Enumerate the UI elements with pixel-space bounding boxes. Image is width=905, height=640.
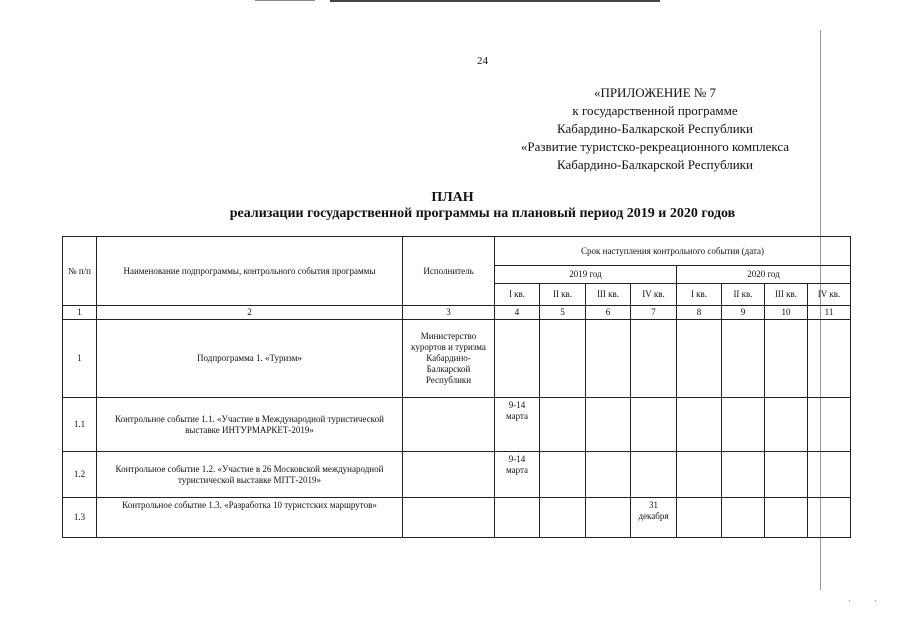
row-quarter (495, 320, 540, 398)
document-title: ПЛАН (431, 190, 474, 205)
row-name: Контрольное событие 1.3. «Разработка 10 туристских маршрутов» (97, 498, 403, 538)
row-quarter (722, 398, 765, 452)
header-deadline: Срок наступления контрольного события (дата) (495, 237, 851, 266)
header-quarter: II кв. (540, 284, 586, 306)
column-number: 1 (63, 306, 97, 320)
row-quarter (540, 452, 586, 498)
appendix-line: Кабардино-Балкарской Республики (557, 157, 753, 172)
header-quarter: IV кв. (631, 284, 677, 306)
appendix-line: к государственной программе (572, 103, 738, 118)
table-row (63, 320, 851, 398)
column-number: 4 (495, 306, 540, 320)
row-quarter (808, 452, 851, 498)
row-quarter (495, 498, 540, 538)
row-quarter (586, 398, 631, 452)
header-name: Наименование подпрограммы, контрольного события программы (97, 237, 403, 306)
row-quarter (677, 320, 722, 398)
scan-artifact-dots: · (874, 596, 877, 606)
scan-artifact-dots: · (848, 596, 851, 606)
row-name: Контрольное событие 1.1. «Участие в Международной туристической выставке ИНТУРМАРКЕТ-2019» (97, 398, 403, 452)
header-year-2019: 2019 год (495, 266, 677, 284)
header-quarter: III кв. (586, 284, 631, 306)
row-quarter (677, 398, 722, 452)
column-number: 11 (808, 306, 851, 320)
column-number: 6 (586, 306, 631, 320)
row-quarter (540, 398, 586, 452)
row-quarter (722, 320, 765, 398)
row-quarter (722, 498, 765, 538)
appendix-line: Кабардино-Балкарской Республики (557, 121, 753, 136)
table-row (63, 498, 851, 538)
row-num: 1.2 (63, 452, 97, 498)
column-number: 7 (631, 306, 677, 320)
row-quarter (808, 498, 851, 538)
table-row (63, 398, 851, 452)
row-quarter (540, 320, 586, 398)
row-quarter (586, 452, 631, 498)
appendix-line: «ПРИЛОЖЕНИЕ № 7 (593, 85, 717, 100)
header-quarter: I кв. (495, 284, 540, 306)
row-executor (403, 452, 495, 498)
row-quarter (808, 398, 851, 452)
row-quarter (722, 452, 765, 498)
row-quarter (765, 398, 808, 452)
row-quarter (540, 498, 586, 538)
row-quarter (631, 320, 677, 398)
header-executor: Исполнитель (403, 237, 495, 306)
row-num: 1.1 (63, 398, 97, 452)
scan-artifact-top (330, 0, 660, 2)
appendix-line: «Развитие туристско-рекреационного комплекса (520, 139, 790, 154)
row-quarter (765, 320, 808, 398)
header-year-2020: 2020 год (677, 266, 851, 284)
header-num: № п/п (63, 237, 97, 306)
row-executor (403, 498, 495, 538)
row-quarter: 9-14 марта (495, 398, 540, 452)
row-num: 1.3 (63, 498, 97, 538)
page-number: 24 (477, 55, 488, 67)
column-number: 10 (765, 306, 808, 320)
row-quarter (808, 320, 851, 398)
row-num: 1 (63, 320, 97, 398)
column-number: 3 (403, 306, 495, 320)
appendix-header (490, 84, 820, 174)
row-executor (403, 398, 495, 452)
header-quarter: II кв. (722, 284, 765, 306)
header-quarter: IV кв. (808, 284, 851, 306)
plan-table (62, 236, 851, 538)
column-number: 8 (677, 306, 722, 320)
row-name: Подпрограмма 1. «Туризм» (97, 320, 403, 398)
row-name: Контрольное событие 1.2. «Участие в 26 Московской международной туристической выставке МIТТ-2019» (97, 452, 403, 498)
row-quarter (586, 320, 631, 398)
header-quarter: I кв. (677, 284, 722, 306)
row-quarter (677, 498, 722, 538)
table-row (63, 452, 851, 498)
column-number: 9 (722, 306, 765, 320)
document-subtitle: реализации государственной программы на плановый период 2019 и 2020 годов (229, 206, 736, 221)
row-quarter: 9-14 марта (495, 452, 540, 498)
row-quarter (765, 498, 808, 538)
header-quarter: III кв. (765, 284, 808, 306)
row-executor: Министерство курортов и туризма Кабардино-Балкарской Республики (403, 320, 495, 398)
column-number: 5 (540, 306, 586, 320)
row-quarter (677, 452, 722, 498)
row-quarter (631, 452, 677, 498)
row-quarter (631, 398, 677, 452)
row-quarter: 31 декабря (631, 498, 677, 538)
column-number: 2 (97, 306, 403, 320)
row-quarter (586, 498, 631, 538)
scan-artifact-top-left (255, 0, 315, 1)
row-quarter (765, 452, 808, 498)
